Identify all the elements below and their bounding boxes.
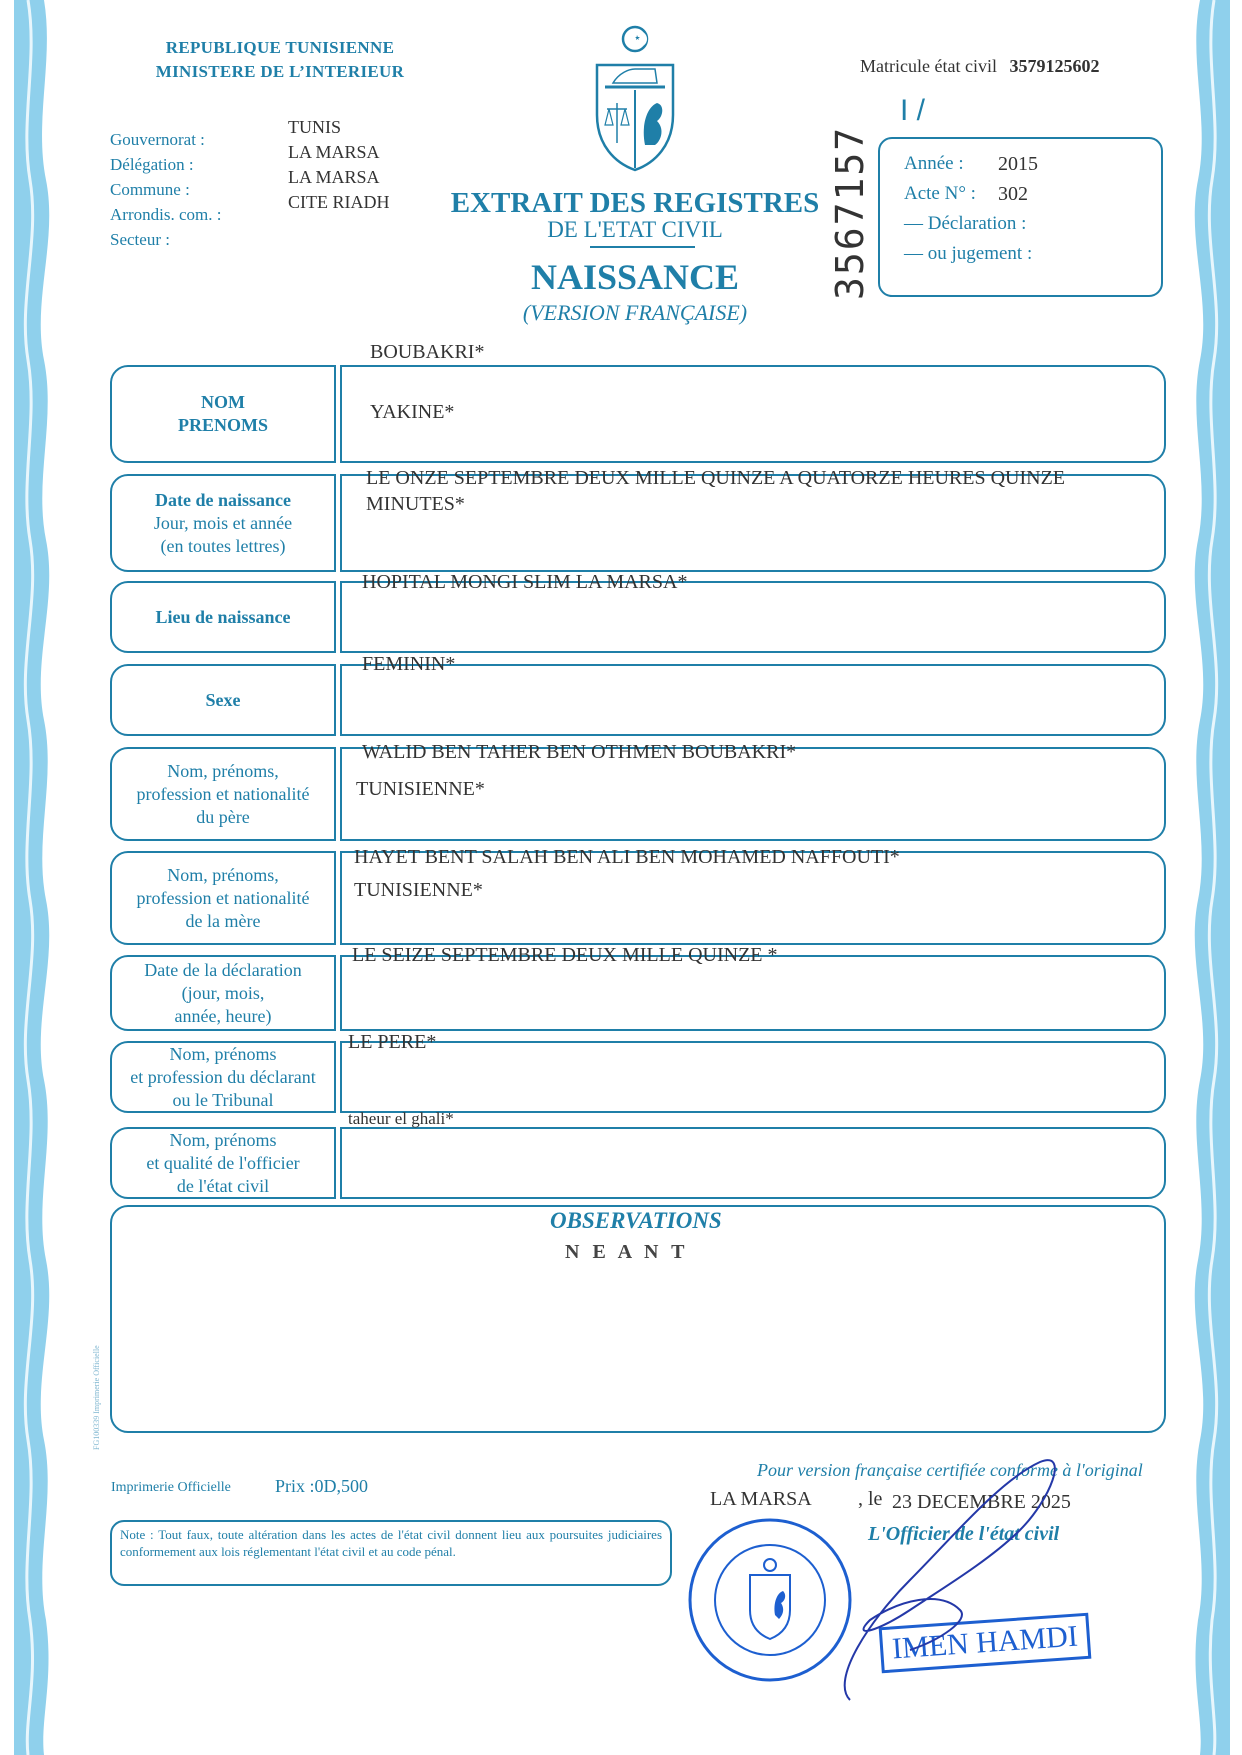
republic-heading: REPUBLIQUE TUNISIENNE bbox=[165, 38, 395, 57]
acte-box bbox=[878, 137, 1163, 297]
gouvernorat-value: TUNIS bbox=[288, 117, 341, 137]
date-naissance-label: Date de naissance Jour, mois et année (en toutes lettres) bbox=[110, 474, 336, 572]
printer-label: Imprimerie Officielle bbox=[111, 1480, 231, 1495]
officer-title: L'Officier de l'état civil bbox=[868, 1523, 1060, 1545]
matricule bbox=[860, 56, 1099, 77]
ministry-heading: MINISTERE DE L’INTERIEUR bbox=[155, 62, 405, 81]
mere-nationality-value: TUNISIENNE* bbox=[354, 879, 483, 901]
matricule-value: 3579125602 bbox=[1009, 56, 1100, 76]
declarant-label: Nom, prénoms et profession du déclarant ou le Tribunal bbox=[110, 1041, 336, 1113]
declarant-value: LE PERE* bbox=[348, 1031, 437, 1053]
delegation-label: Délégation : bbox=[110, 155, 194, 174]
admin-labels bbox=[110, 127, 221, 252]
arrondissement-value: CITE RIADH bbox=[288, 192, 390, 212]
issue-date: 23 DECEMBRE 2025 bbox=[892, 1491, 1071, 1513]
lieu-naissance-value: HOPITAL MONGI SLIM LA MARSA* bbox=[362, 571, 688, 593]
date-declaration-value: LE SEIZE SEPTEMBRE DEUX MILLE QUINZE * bbox=[352, 944, 778, 966]
legal-note bbox=[110, 1520, 672, 1586]
issue-place: LA MARSA bbox=[710, 1488, 812, 1510]
mere-name-value: HAYET BENT SALAH BEN ALI BEN MOHAMED NAFFOUTI* bbox=[354, 846, 900, 868]
pere-nationality-value: TUNISIENNE* bbox=[356, 778, 485, 800]
document-title: EXTRAIT DES REGISTRES bbox=[450, 187, 820, 219]
pere-name-value: WALID BEN TAHER BEN OTHMEN BOUBAKRI* bbox=[362, 741, 797, 763]
signature-icon bbox=[790, 1440, 1120, 1720]
note-text: Tout faux, toute altération dans les actes de l'état civil donnent lieu aux poursuites judiciaires conformement aux lois réglementant l'état civil et au code pénal. bbox=[120, 1527, 663, 1559]
serial-number: 3567157 bbox=[828, 125, 872, 300]
date-declaration-label: Date de la déclaration (jour, mois, année, heure) bbox=[110, 955, 336, 1031]
matricule-label: Matricule état civil bbox=[860, 56, 997, 76]
arrondissement-label: Arrondis. com. : bbox=[110, 205, 222, 224]
acte-value: 302 bbox=[998, 183, 1028, 205]
officier-label: Nom, prénoms et qualité de l'officier de l'état civil bbox=[110, 1127, 336, 1199]
sexe-label: Sexe bbox=[110, 664, 336, 736]
naissance-title: NAISSANCE bbox=[530, 257, 740, 297]
handwritten-mark: I / bbox=[900, 94, 926, 127]
lieu-naissance-label: Lieu de naissance bbox=[110, 581, 336, 653]
nom-prenoms-field bbox=[340, 365, 1166, 463]
officier-value: taheur el ghali* bbox=[348, 1109, 454, 1128]
secteur-label: Secteur : bbox=[110, 230, 170, 249]
prenoms-value: YAKINE* bbox=[370, 401, 455, 423]
observations-value: N E A N T bbox=[565, 1241, 689, 1263]
date-naissance-value-cont: MINUTES* bbox=[366, 493, 465, 515]
commune-value: LA MARSA bbox=[288, 167, 380, 187]
nom-value: BOUBAKRI* bbox=[370, 341, 485, 363]
left-decorative-border bbox=[14, 0, 60, 1755]
gouvernorat-label: Gouvernorat : bbox=[110, 130, 205, 149]
officer-name-stamp: IMEN HAMDI bbox=[879, 1613, 1092, 1674]
price-label: Prix :0D,500 bbox=[275, 1476, 369, 1496]
sexe-field bbox=[340, 664, 1166, 736]
mere-label: Nom, prénoms, profession et nationalité de la mère bbox=[110, 851, 336, 945]
delegation-value: LA MARSA bbox=[288, 142, 380, 162]
declarant-field bbox=[340, 1041, 1166, 1113]
coat-of-arms-icon bbox=[585, 25, 685, 175]
observations-title: OBSERVATIONS bbox=[550, 1208, 722, 1233]
declaration-label: — Déclaration : bbox=[904, 213, 1027, 234]
date-naissance-value: LE ONZE SEPTEMBRE DEUX MILLE QUINZE A QUATORZE HEURES QUINZE bbox=[366, 467, 1066, 489]
certified-text: Pour version française certifiée conforme à l'original bbox=[757, 1460, 1143, 1480]
version-francaise: (VERSION FRANÇAISE) bbox=[522, 300, 748, 325]
acte-label: Acte N° : bbox=[904, 183, 976, 204]
pere-label: Nom, prénoms, profession et nationalité du père bbox=[110, 747, 336, 841]
title-divider bbox=[590, 246, 695, 248]
note-label: Note : bbox=[120, 1527, 154, 1542]
admin-values bbox=[288, 115, 390, 215]
nom-prenoms-label: NOM PRENOMS bbox=[110, 365, 336, 463]
right-decorative-border bbox=[1184, 0, 1230, 1755]
side-print: FG100339 Imprimerie Officielle bbox=[92, 1345, 101, 1450]
sexe-value: FEMININ* bbox=[362, 653, 456, 675]
annee-label: Année : bbox=[904, 153, 964, 174]
jugement-label: — ou jugement : bbox=[904, 243, 1033, 264]
commune-label: Commune : bbox=[110, 180, 190, 199]
date-prefix: , le bbox=[858, 1488, 883, 1510]
document-subtitle: DE L'ETAT CIVIL bbox=[547, 217, 723, 242]
officier-field bbox=[340, 1127, 1166, 1199]
annee-value: 2015 bbox=[998, 153, 1038, 175]
